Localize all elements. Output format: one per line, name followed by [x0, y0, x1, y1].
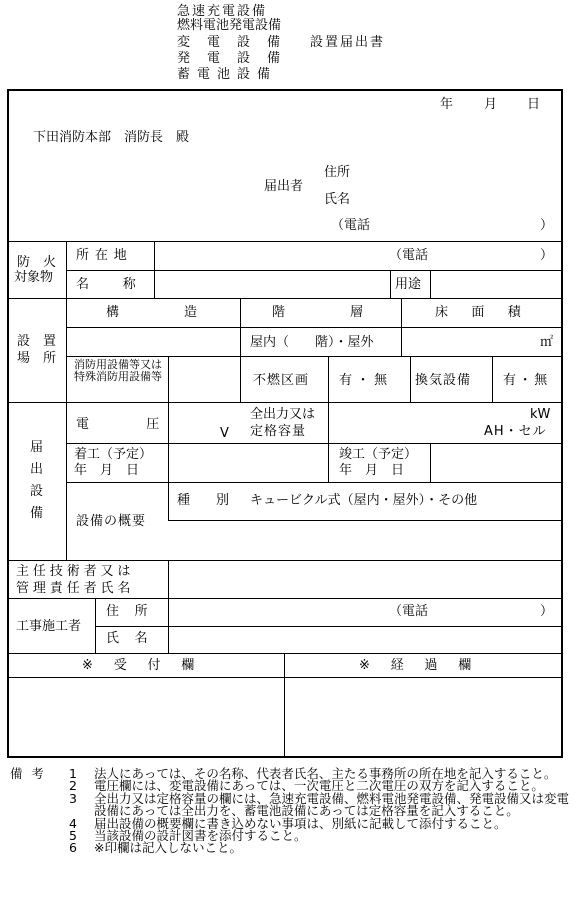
- target-location-label: 所在地: [76, 248, 133, 263]
- notifier-name-label: 氏名: [324, 192, 351, 207]
- date-year: 年: [440, 97, 454, 112]
- notifier-phone-label: （電話: [331, 218, 371, 233]
- target-phone-label: （電話: [389, 248, 429, 263]
- target-section-label-2: 対象物: [14, 270, 54, 285]
- output-unit-1: kW: [530, 407, 551, 422]
- note-text: 電圧欄には、変電設備にあっては、一次電圧と二次電圧の双方を記入すること。: [94, 778, 544, 794]
- contractor-label: 工事施工者: [16, 619, 82, 634]
- structure-label: 構造: [106, 305, 263, 320]
- chief-label-2: 管理責任者氏名: [16, 581, 135, 596]
- note-text: ※印欄は記入しないこと。: [94, 840, 242, 856]
- notes-label: 備考: [10, 766, 53, 781]
- output-unit-2: AH・セル: [484, 424, 547, 439]
- progress-column-label: ※ 経 過 欄: [359, 658, 476, 673]
- contractor-phone-label: （電話: [389, 604, 429, 619]
- note-text: 法人にあっては、その名称、代表者氏名、主たる事務所の所在地を記入すること。: [94, 766, 557, 781]
- contractor-phone-close: ）: [540, 604, 554, 619]
- note-item: [10, 842, 580, 854]
- voltage-label: 電圧: [76, 417, 217, 432]
- fireproof-yes-no: 有・無: [339, 373, 392, 388]
- reception-column-label: ※ 受 付 欄: [82, 658, 199, 673]
- output-label-1: 全出力又は: [250, 407, 316, 422]
- target-phone-close: ）: [540, 248, 554, 263]
- chief-label-1: 主任技術者又は: [16, 564, 135, 579]
- special-equipment-label: 消防用設備等又は特殊消防用設備等: [74, 358, 162, 383]
- start-date: 年 月 日: [74, 463, 140, 478]
- ventilation-label: 換気設備: [415, 373, 472, 388]
- indoor-outdoor: 屋内（ 階）・屋外: [250, 335, 374, 350]
- floor-area-label: 床面積: [435, 305, 545, 320]
- note-text: 全出力又は定格容量の欄には、急速充電設備、燃料電池発電設備、発電設備又は変電設備にあっては全出力を、蓄電池設備にあっては定格容量を記入すること。: [94, 790, 570, 819]
- note-number: 6: [69, 840, 77, 856]
- target-name-label: 名称: [76, 277, 170, 292]
- area-unit: ㎡: [540, 335, 554, 350]
- target-section-label-1: 防 火: [17, 255, 57, 270]
- title-line-2: 燃料電池発電設備: [177, 18, 282, 33]
- title-line-1: 急速充電設備: [177, 4, 268, 19]
- equipment-section-label: 届出設備: [30, 440, 44, 521]
- title-suffix: 設置届出書: [310, 35, 386, 50]
- note-text: 届出設備の概要欄に書き込めない事項は、別紙に記載して添付すること。: [94, 815, 507, 831]
- target-use-label: 用途: [395, 277, 422, 292]
- contractor-address-label: 住所: [106, 604, 164, 619]
- notifier-phone-close: ）: [540, 218, 554, 233]
- note-text: 当該設備の設計図書を添付すること。: [94, 828, 307, 844]
- recipient: 下田消防本部 消防長 殿: [33, 130, 190, 145]
- type-value: キュービクル式（屋内・屋外）・その他: [250, 493, 478, 508]
- place-section-label-1: 設 置: [17, 334, 57, 349]
- note-number: 4: [69, 815, 77, 831]
- fireproof-label: 不燃区画: [253, 373, 310, 388]
- start-label: 着工（予定）: [74, 447, 153, 462]
- ventilation-yes-no: 有・無: [503, 373, 550, 388]
- note-number: 1: [69, 766, 77, 781]
- note-number: 5: [69, 828, 77, 844]
- complete-date: 年 月 日: [339, 463, 405, 478]
- place-section-label-2: 場 所: [17, 351, 57, 366]
- notifier-address-label: 住所: [324, 165, 351, 180]
- note-number: 3: [69, 790, 77, 806]
- title-line-3: 変電設備: [177, 35, 298, 50]
- notes-section: [10, 768, 580, 855]
- overview-label: 設備の概要: [76, 514, 147, 529]
- title-line-4: 発電設備: [177, 51, 298, 66]
- note-number: 2: [69, 778, 77, 794]
- date-month: 月: [484, 97, 498, 112]
- contractor-name-label: 氏名: [106, 631, 164, 646]
- floor-label: 階層: [272, 305, 429, 320]
- type-label: 種 別: [177, 493, 230, 508]
- output-label-2: 定格容量: [250, 424, 307, 439]
- voltage-unit: V: [220, 426, 229, 441]
- note-item: [10, 790, 580, 819]
- notifier-label: 届出者: [264, 179, 304, 194]
- date-day: 日: [527, 97, 541, 112]
- title-line-5: 蓄電池設備: [177, 67, 278, 82]
- complete-label: 竣工（予定）: [339, 447, 418, 462]
